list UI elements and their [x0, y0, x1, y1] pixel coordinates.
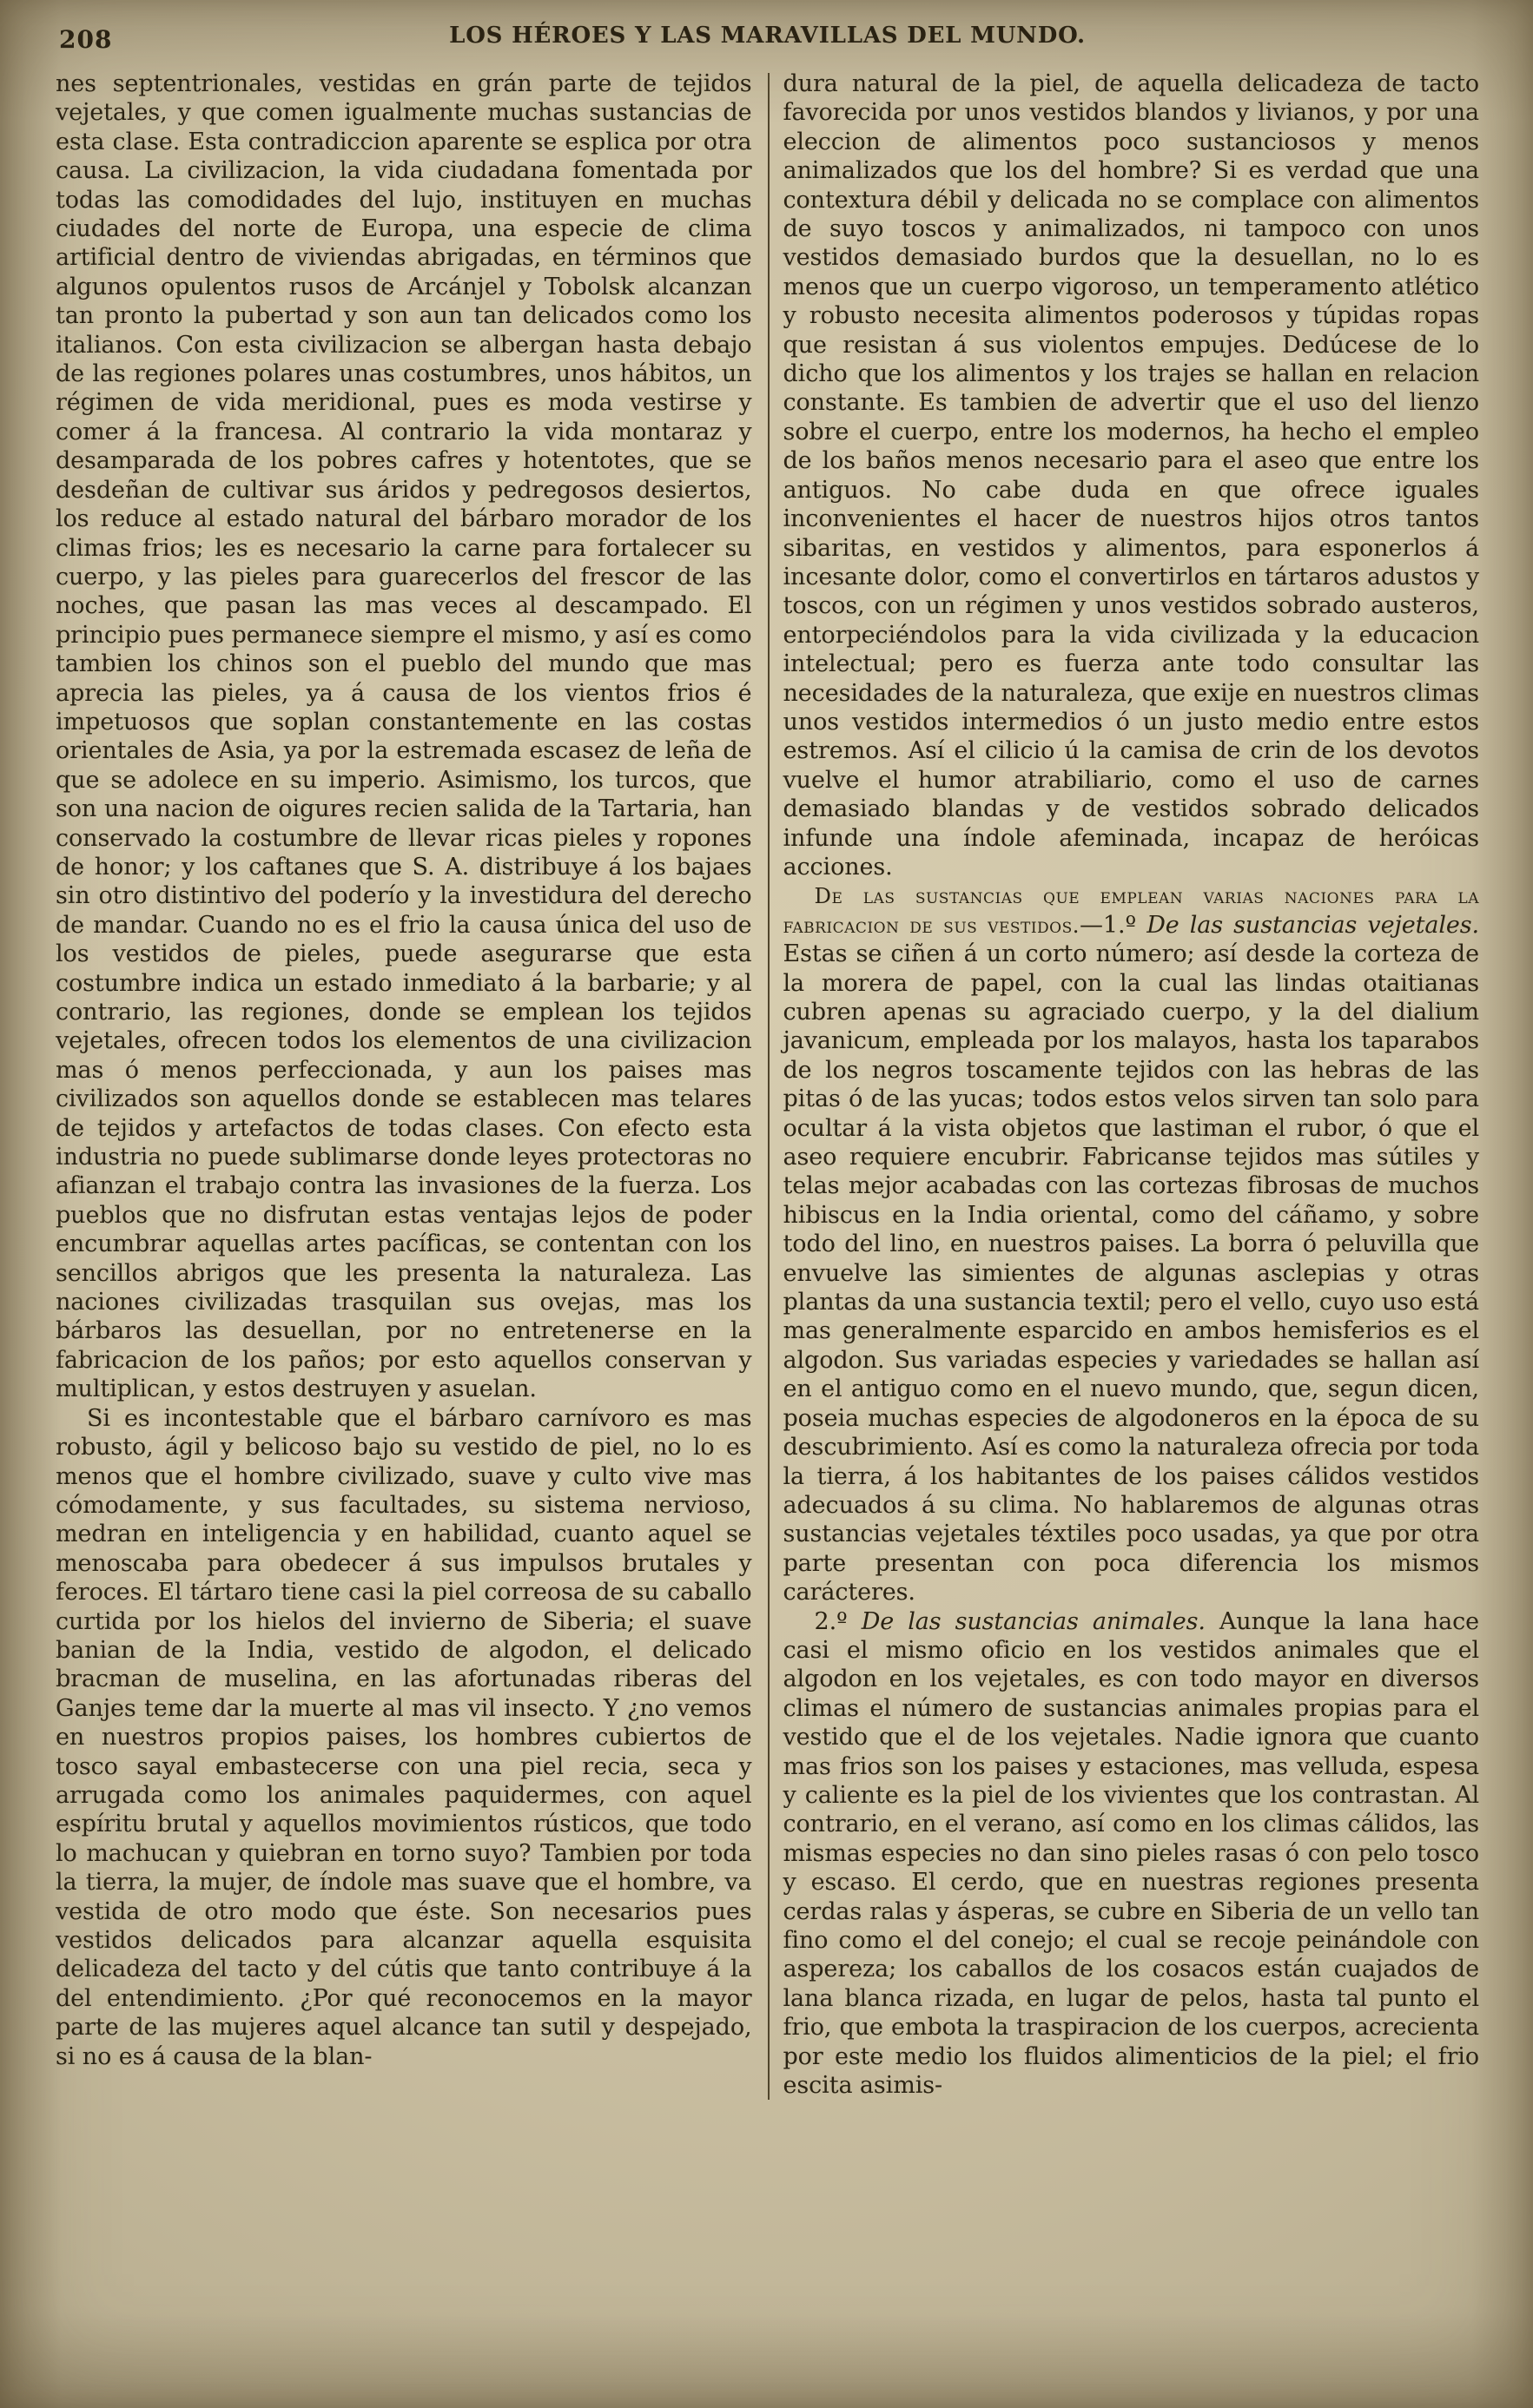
item2-paragraph — [783, 1607, 1480, 2101]
section-number: —1.º — [1080, 911, 1147, 939]
section-body: Estas se ciñen á un corto número; así desde la corteza de la morera de papel, con la cual las lindas otaitianas cubren apenas su agraciado cuerpo, y la del dialium javanicum, empleada por los malayos, hasta los taparabos de los negros toscamente tejidos con las hebras de las pitas ó de las yucas; todos estos velos sirven tan solo para ocultar á la vista objetos que lastiman el rubor, ó que el aseo requiere encubrir. Fabricanse tejidos mas sútiles y telas mejor acabadas con las cortezas fibrosas de muchos hibiscus en la India oriental, como del cáñamo, y sobre todo del lino, en nuestros paises. La borra ó peluvilla que envuelve las simientes de algunas asclepias y otras plantas da una sustancia textil; pero el vello, cuyo uso está mas generalmente esparcido en ambos hemisferios es el algodon. Sus variadas especies y variedades se hallan así en el antiguo como en el nuevo mundo, que, segun dicen, poseia muchas especies de algodoneros en la época de su descubrimiento. Así es como la naturaleza ofrecia por toda la tierra, á los habitantes de los paises cálidos vestidos adecuados á su clima. No hablaremos de algunas otras sustancias vejetales téxtiles poco usadas, ya que por otra parte presentan con poca diferencia los mismos carácteres. — [783, 940, 1480, 1606]
paragraph-continuation: nes septentrionales, vestidas en grán parte de tejidos vejetales, y que comen igualmente muchas sustancias de esta clase. Esta contradiccion aparente se esplica por otra causa. La civilizacion, la vida ciudadana fomentada por todas las comodidades del lujo, instituyen en muchas ciudades del norte de Europa, una especie de clima artificial dentro de viviendas abrigadas, en términos que algunos opulentos rusos de Arcánjel y Tobolsk alcanzan tan pronto la pubertad y son aun tan delicados como los italianos. Con esta civilizacion se albergan hasta debajo de las regiones polares unas costumbres, unos hábitos, un régimen de vida meridional, pues es moda vestirse y comer á la francesa. Al contrario la vida montaraz y desamparada de los pobres cafres y hotentotes, que se desdeñan de cultivar sus áridos y pedregosos desiertos, los reduce al estado natural del bárbaro morador de los climas frios; les es necesario la carne para fortalecer su cuerpo, y las pieles para guarecerlos del frescor de las noches, que pasan las mas veces al descampado. El principio pues permanece siempre el mismo, y así es como tambien los chinos son el pueblo del mundo que mas aprecia las pieles, ya á causa de los vientos frios é impetuosos que soplan constantemente en las costas orientales de Asia, ya por la estremada escasez de leña de que se adolece en su imperio. Asimismo, los turcos, que son una nacion de oigures recien salida de la Tartaria, han conservado la costumbre de llevar ricas pieles y ropones de honor; y los caftanes que S. A. distribuye á los bajaes sin otro distintivo del poderío y la investidura del derecho de mandar. Cuando no es el frio la causa única del uso de los vestidos de pieles, puede asegurarse que esta costumbre indica un estado inmediato á la barbarie; y al contrario, las regiones, donde se emplean los tejidos vejetales, ofrecen todos los elementos de una civilizacion mas ó menos perfeccionada, y aun los paises mas civilizados son aquellos donde se establecen mas telares de tejidos y artefactos de todas clases. Con efecto esta industria no puede sublimarse donde leyes protectoras no afianzan el trabajo contra las invasiones de la fuerza. Los pueblos que no disfrutan estas ventajas lejos de poder encumbrar aquellas artes pacíficas, se contentan con los sencillos abrigos que les presenta la naturaleza. Las naciones civilizadas trasquilan sus ovejas, mas los bárbaros las desuellan, por no entretenerse en la fabricacion de los paños; por esto aquellos conservan y multiplican, y estos destruyen y asuelan. — [56, 70, 752, 1403]
running-title: LOS HÉROES Y LAS MARAVILLAS DEL MUNDO. — [449, 23, 1086, 49]
paragraph: Si es incontestable que el bárbaro carnívoro es mas robusto, ágil y belicoso bajo su vestido de piel, no lo es menos que el hombre civilizado, suave y culto vive mas cómodamente, y sus facultades, su sistema nervioso, medran en inteligencia y en habilidad, cuanto aquel se menoscaba para obedecer á sus impulsos brutales y feroces. El tártaro tiene casi la piel correosa de su caballo curtida por los hielos del invierno de Siberia; el suave banian de la India, vestido de algodon, el delicado bracman de muselina, en las afortunadas riberas del Ganjes teme dar la muerte al mas vil insecto. Y ¿no vemos en nuestros propios paises, los hombres cubiertos de tosco sayal embastecerse con una piel recia, seca y arrugada como los animales paquidermes, con aquel espíritu brutal y aquellos movimientos rústicos, que todo lo machucan y quiebran en torno suyo? Tambien por toda la tierra, la mujer, de índole mas suave que el hombre, va vestida de otro modo que éste. Son necesarios pues vestidos delicados para alcanzar aquella esquisita delicadeza del tacto y del cútis que tanto contribuye á la del entendimiento. ¿Por qué reconocemos en la mayor parte de las mujeres aquel alcance tan sutil y despejado, si no es á causa de la blan- — [56, 1404, 752, 2070]
section-paragraph — [783, 881, 1480, 1606]
right-column — [783, 69, 1480, 2100]
section-heading: De las sustancias que emplean varias naciones para la fabricacion de sus vestidos. — [783, 883, 1479, 938]
item2-number: 2.º — [814, 1607, 862, 1635]
page-header — [56, 23, 1479, 63]
paragraph-continuation: dura natural de la piel, de aquella delicadeza de tacto favorecida por unos vestidos blandos y livianos, y por una eleccion de alimentos poco sustanciosos y menos animalizados que los del hombre? Si es verdad que una contextura débil y delicada no se complace con alimentos de suyo toscos y animalizados, ni tampoco con unos vestidos demasiado burdos que la desuellan, no lo es menos que un cuerpo vigoroso, un temperamento atlético y robusto necesita alimentos poderosos y túpidas ropas que resistan á sus violentos empujes. Dedúcese de lo dicho que los alimentos y los trajes se hallan en relacion constante. Es tambien de advertir que el uso del lienzo sobre el cuerpo, entre los modernos, ha hecho el empleo de los baños menos necesario para el aseo que entre los antiguos. No cabe duda en que ofrece iguales inconvenientes el hacer de nuestros hijos otros tantos sibaritas, en vestidos y alimentos, para esponerlos á incesante dolor, como el convertirlos en tártaros adustos y toscos, con un régimen y unos vestidos sobrado austeros, entorpeciéndolos para la vida civilizada y la educacion intelectual; pero es fuerza ante todo consultar las necesidades de la naturaleza, que exije en nuestros climas unos vestidos intermedios ó un justo medio entre estos estremos. Así el cilicio ú la camisa de crin de los devotos vuelve el humor atrabiliario, como el uso de carnes demasiado blandas y de vestidos sobrado delicados infunde una índole afeminada, incapaz de heróicas acciones. — [783, 70, 1479, 881]
left-column — [56, 69, 752, 2100]
column-divider — [768, 73, 770, 2100]
text-columns — [56, 69, 1479, 2100]
section-title: De las sustancias vejetales. — [1146, 911, 1479, 939]
page-number: 208 — [59, 25, 113, 54]
item2-body: Aunque la lana hace casi el mismo oficio en los vestidos animales que el algodon en los vejetales, es con todo mayor en diversos climas el número de sustancias animales propias para el vestido que el de los vejetales. Nadie ignora que cuanto mas frios son los paises y estaciones, mas velluda, espesa y caliente es la piel de los vivientes que los contrastan. Al contrario, en el verano, así como en los climas cálidos, las mismas especies no dan sino pieles rasas ó con pelo tosco y escaso. El cerdo, que en nuestras regiones presenta cerdas ralas y ásperas, se cubre en Siberia de un vello tan fino como el del conejo; el cual se recoje peinándole con aspereza; los caballos de los cosacos están cuajados de lana blanca rizada, en lugar de pelos, hasta tal punto el frio, que embota la traspiracion de los cuerpos, acrecienta por este medio los fluidos alimenticios de la piel; el frio escita asimis- — [783, 1607, 1480, 2100]
item2-title: De las sustancias animales. — [861, 1607, 1206, 1635]
